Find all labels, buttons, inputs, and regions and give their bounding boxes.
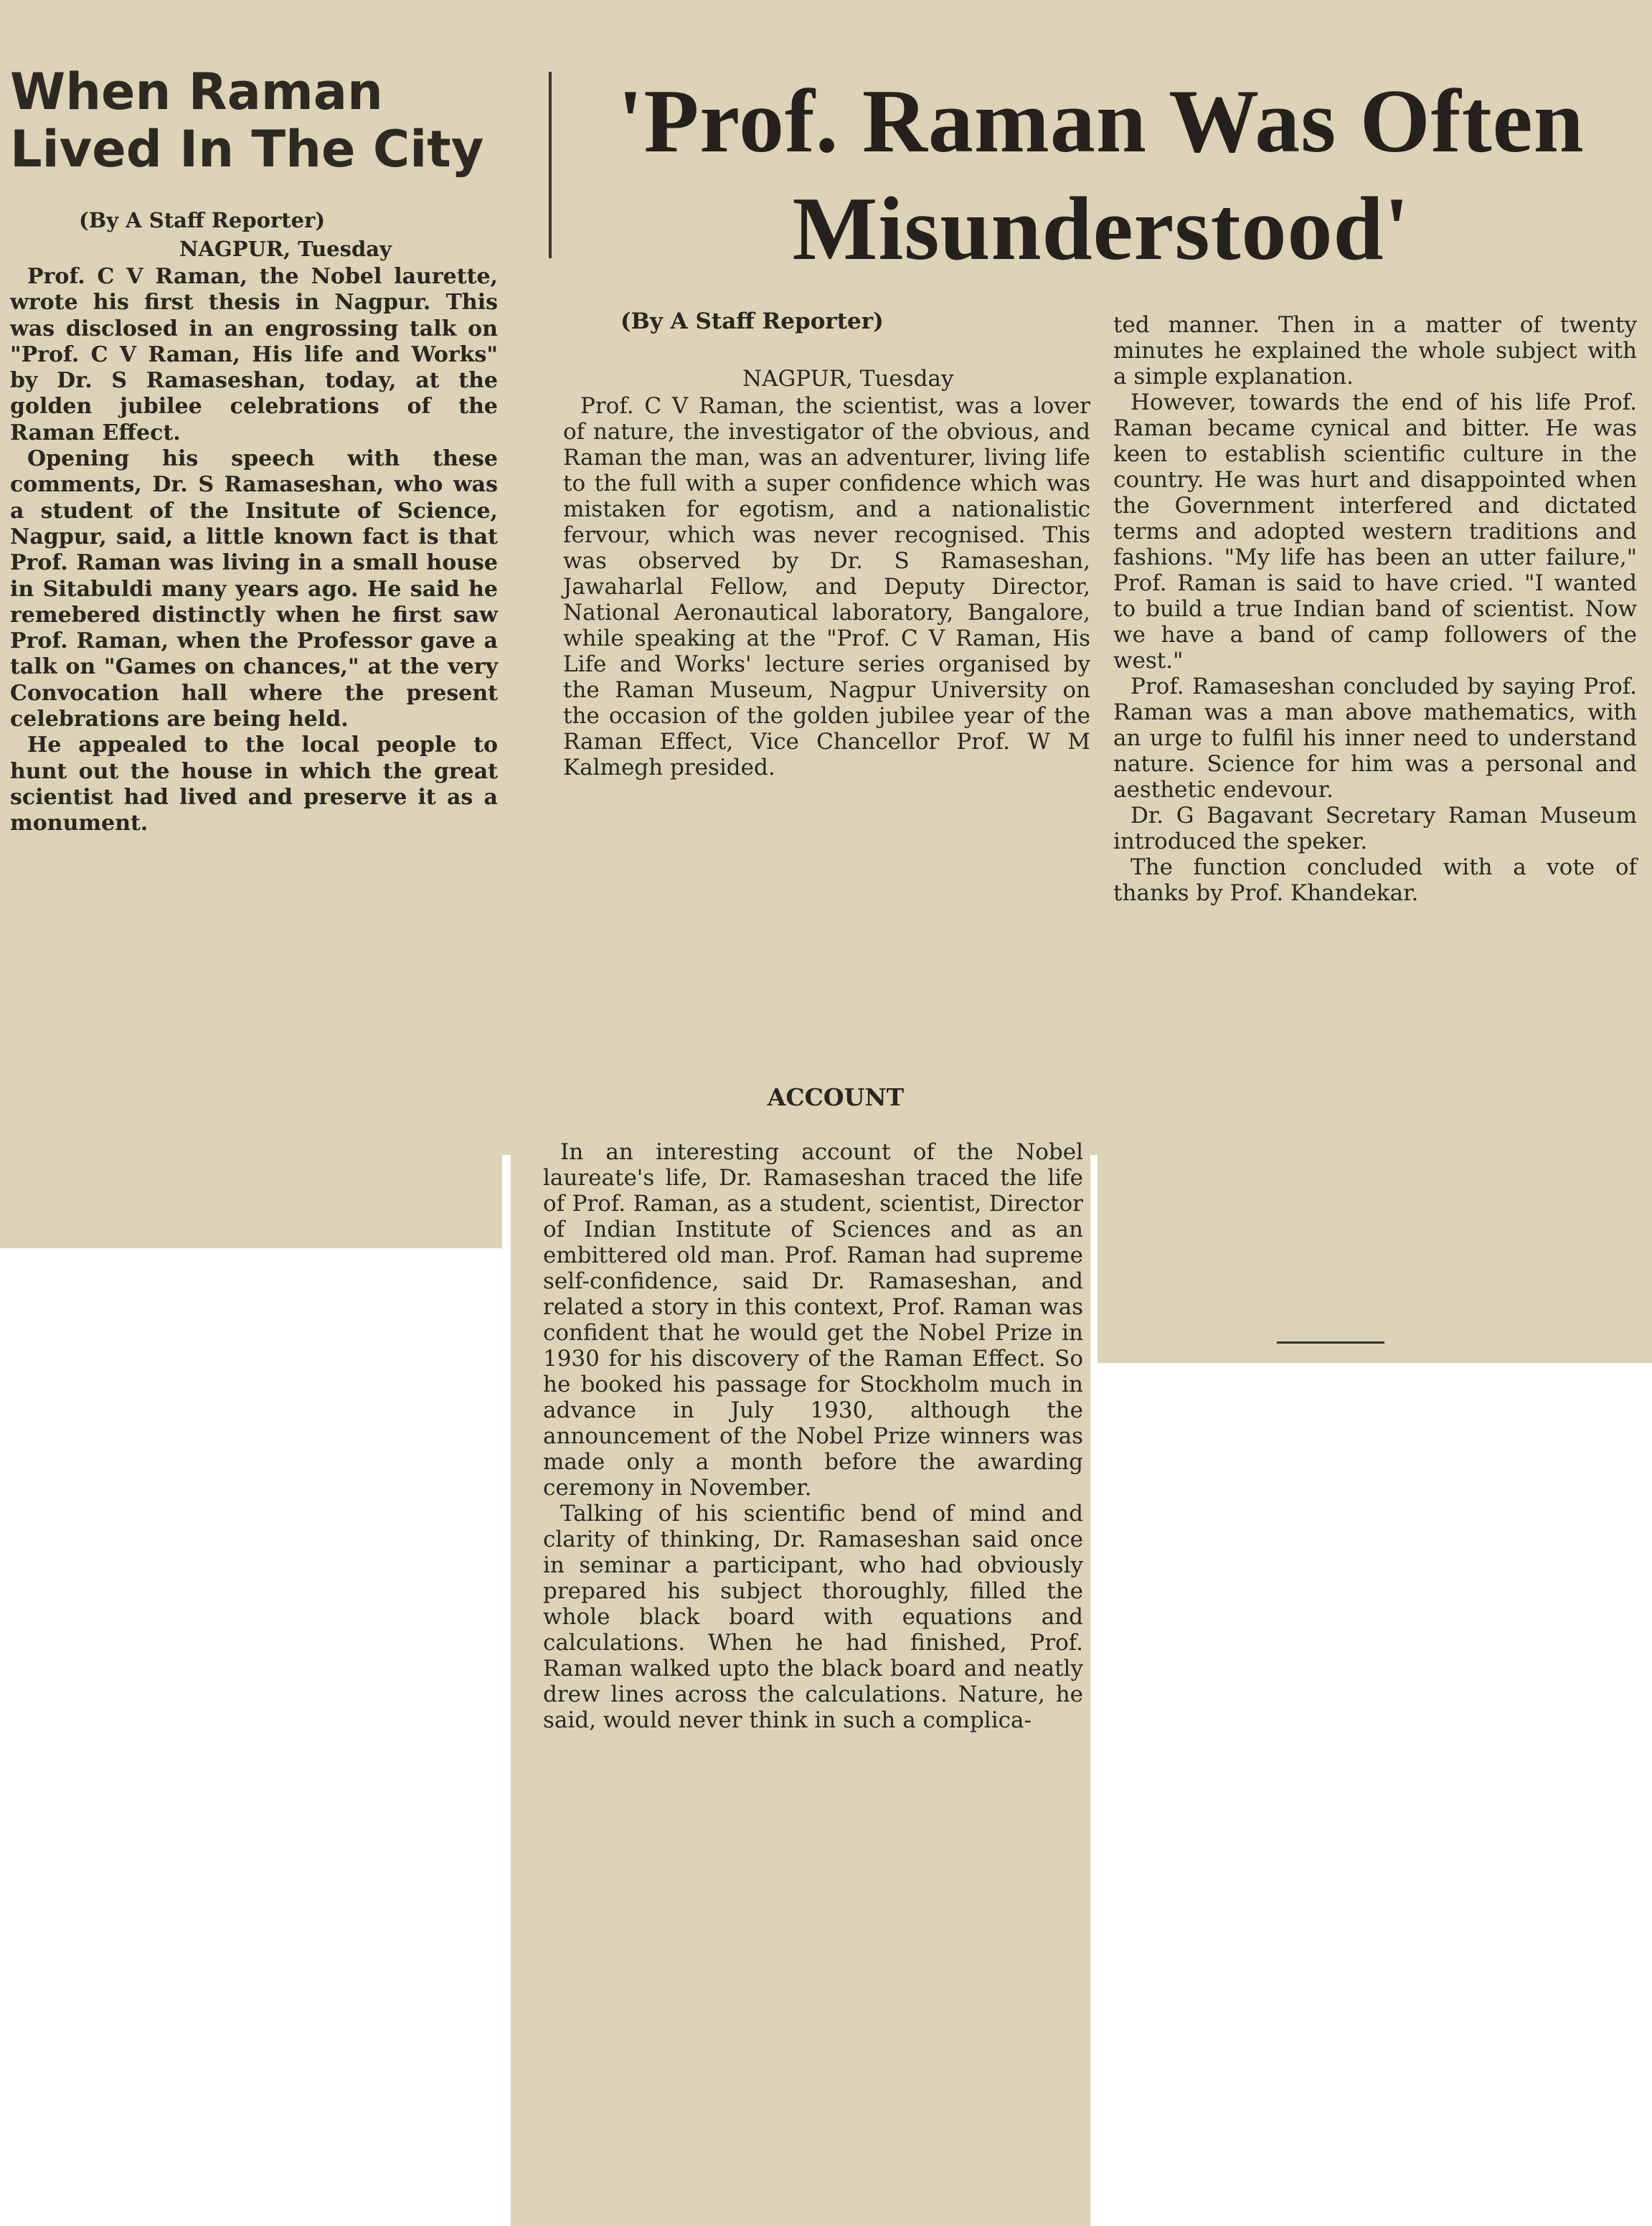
main-dateline: NAGPUR, Tuesday xyxy=(742,366,954,392)
column-divider xyxy=(549,72,552,258)
main-headline: 'Prof. Raman Was Often Misunderstood' xyxy=(618,72,1585,279)
account-paragraph: Talking of his scientific bend of mind and clarity of thinking, Dr. Ramaseshan said once in seminar a participant, who had obviously prepared his subject thoroughly, filled the whole black board with equations and calculations. When he had finished, Prof. Raman walked upto the black board and neatly drew lines across the calculations. Nature, he said, would never think in such a complica- xyxy=(543,1501,1083,1733)
main-byline: (By A Staff Reporter) xyxy=(620,308,884,334)
left-headline: When Raman Lived In The City xyxy=(10,62,484,179)
left-dateline: NAGPUR, Tuesday xyxy=(179,237,392,261)
right-paragraph: ted manner. Then in a matter of twenty minutes he explained the whole subject with a simple explanation. xyxy=(1113,312,1637,390)
account-subhead: ACCOUNT xyxy=(767,1083,905,1111)
account-column xyxy=(543,1139,1083,1733)
account-paragraph: In an interesting account of the Nobel laureate's life, Dr. Ramaseshan traced the life of Prof. Raman, as a student, scientist, Director of Indian Institute of Sciences and as an embittered old man. Prof. Raman had supreme self-confidence, said Dr. Ramaseshan, and related a story in this context, Prof. Raman was confident that he would get the Nobel Prize in 1930 for his discovery of the Raman Effect. So he booked his passage for Stockholm much in advance in July 1930, although the announcement of the Nobel Prize winners was made only a month before the awarding ceremony in November. xyxy=(543,1139,1083,1501)
right-paragraph: The function concluded with a vote of thanks by Prof. Khandekar. xyxy=(1113,854,1637,906)
left-paragraph: He appealed to the local people to hunt out the house in which the great scientist had lived and preserve it as a monument. xyxy=(10,732,498,836)
right-paragraph: However, towards the end of his life Prof. Raman became cynical and bitter. He was keen to establish scientific culture in the country. He was hurt and disappointed when the Government interfered and dictated terms and adopted western traditions and fashions. "My life has been an utter failure," Prof. Raman is said to have cried. "I wanted to build a true Indian band of scientist. Now we have a band of camp followers of the west." xyxy=(1113,390,1637,674)
end-of-story-rule xyxy=(1277,1341,1384,1344)
left-paragraph: Opening his speech with these comments, Dr. S Ramaseshan, who was a student of the Insitute of Science, Nagpur, said, a little known fact is that Prof. Raman was living in a small house in Sitabuldi many years ago. He said he remebered distinctly when he first saw Prof. Raman, when the Professor gave a talk on "Games on chances," at the very Convocation hall where the present celebrations are being held. xyxy=(10,446,498,732)
right-column xyxy=(1113,312,1637,906)
main-intro-paragraph: Prof. C V Raman, the scientist, was a lover of nature, the investigator of the obvious, and Raman the man, was an adventurer, living life to the full with a super confidence which was mistaken for egotism, and a nationalistic fervour, which was never recognised. This was observed by Dr. S Ramaseshan, Jawaharlal Fellow, and Deputy Director, National Aeronautical laboratory, Bangalore, while speaking at the "Prof. C V Raman, His Life and Works' lecture series organised by the Raman Museum, Nagpur University on the occasion of the golden jubilee year of the Raman Effect, Vice Chancellor Prof. W M Kalmegh presided. xyxy=(563,393,1090,780)
left-paragraph: Prof. C V Raman, the Nobel laurette, wrote his first thesis in Nagpur. This was disclosed in an engrossing talk on "Prof. C V Raman, His life and Works" by Dr. S Ramaseshan, today, at the golden jubilee celebrations of the Raman Effect. xyxy=(10,264,498,445)
right-paragraph: Dr. G Bagavant Secretary Raman Museum introduced the speker. xyxy=(1113,803,1637,854)
left-byline: (By A Staff Reporter) xyxy=(79,208,326,232)
main-intro-column xyxy=(563,393,1090,780)
left-story-body xyxy=(10,264,498,837)
right-paragraph: Prof. Ramaseshan concluded by saying Prof. Raman was a man above mathematics, with an urge to fulfil his inner need to understand nature. Science for him was a personal and aesthetic endevour. xyxy=(1113,674,1637,803)
